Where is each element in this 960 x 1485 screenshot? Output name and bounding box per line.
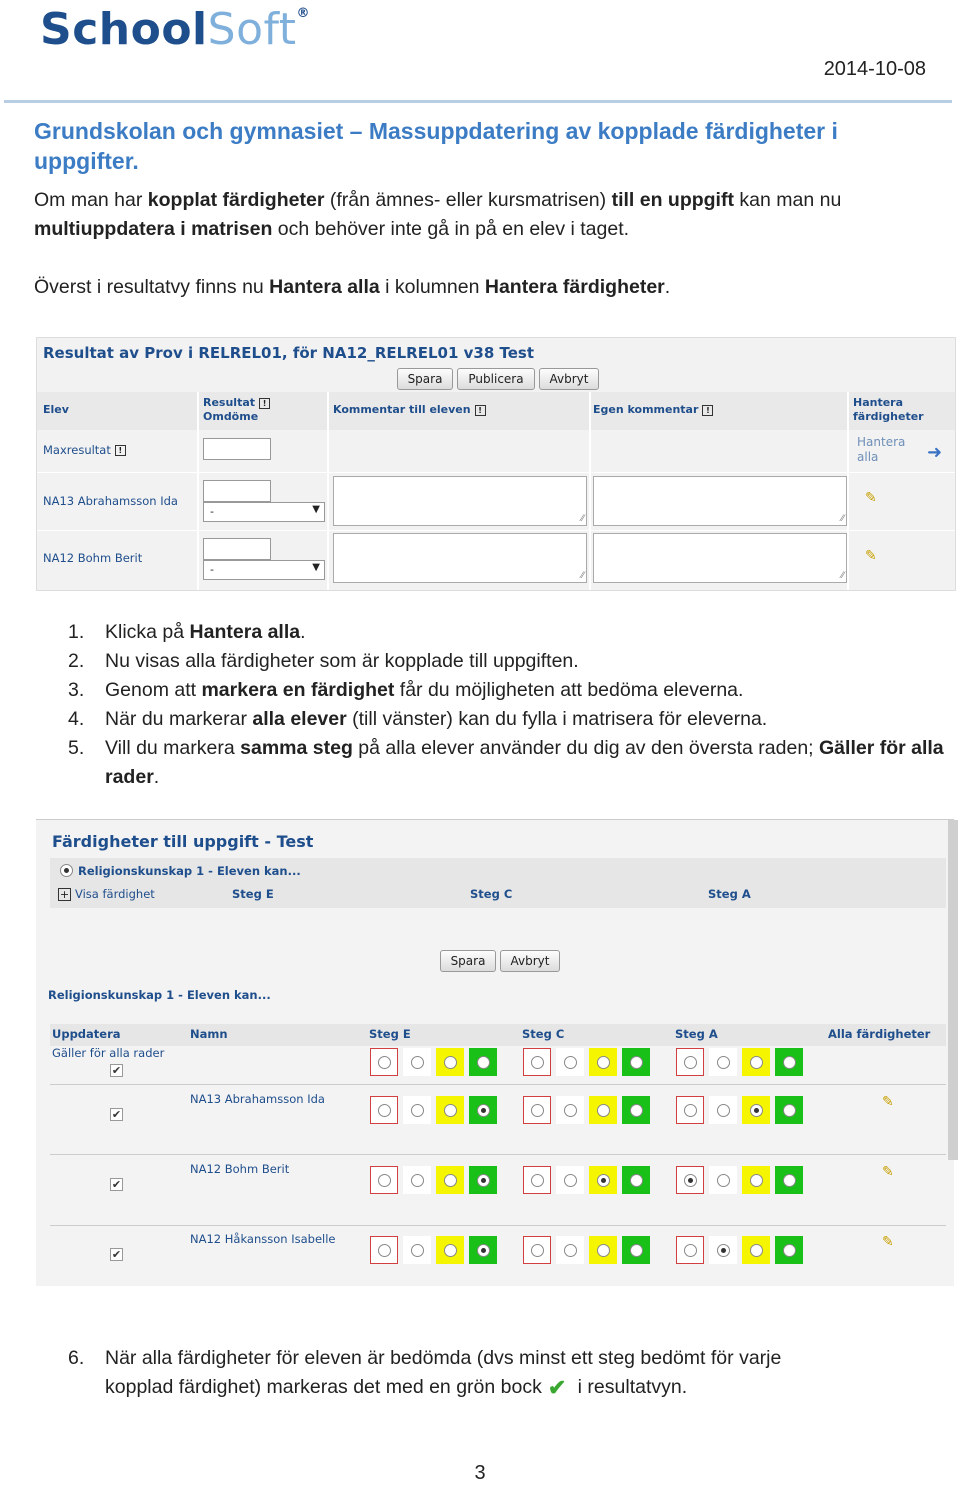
maxresultat-input[interactable] — [203, 438, 271, 460]
document-date: 2014-10-08 — [823, 58, 926, 80]
step-radio[interactable] — [531, 1056, 544, 1069]
step-radio[interactable] — [378, 1104, 391, 1117]
visa-fardighet-link[interactable]: + Visa färdighet — [59, 887, 155, 901]
step-radio[interactable] — [717, 1174, 730, 1187]
step-cell[interactable] — [589, 1166, 617, 1194]
step-cell[interactable] — [709, 1236, 737, 1264]
step-radio[interactable] — [717, 1244, 730, 1257]
step-radio[interactable] — [597, 1104, 610, 1117]
list-item: 1. Klicka på Hantera alla. — [68, 621, 306, 643]
col-hantera: Hantera färdigheter — [853, 396, 924, 423]
step-cell[interactable] — [775, 1048, 803, 1076]
step-radio[interactable] — [564, 1174, 577, 1187]
step-cell[interactable] — [775, 1236, 803, 1264]
step-radio[interactable] — [783, 1174, 796, 1187]
student-name: NA13 Abrahamsson Ida — [43, 494, 178, 508]
pencil-icon[interactable]: ✎ — [882, 1164, 894, 1180]
pencil-icon[interactable]: ✎ — [865, 490, 877, 506]
step-radio[interactable] — [444, 1174, 457, 1187]
skill-name: Religionskunskap 1 - Eleven kan... — [78, 864, 301, 878]
step-cell[interactable] — [676, 1166, 704, 1194]
step-cell[interactable] — [436, 1236, 464, 1264]
step-radio[interactable] — [411, 1174, 424, 1187]
list-item: 5. Vill du markera samma steg på alla elever använder du dig av den översta raden; Gäller för alla rader. — [68, 737, 944, 788]
step-cell[interactable] — [469, 1236, 497, 1264]
steps-list — [68, 618, 948, 792]
green-check-icon: ✔ — [547, 1375, 567, 1400]
step-radio[interactable] — [630, 1104, 643, 1117]
step-radio[interactable] — [378, 1174, 391, 1187]
step-radio[interactable] — [411, 1056, 424, 1069]
arrow-right-icon[interactable]: ➜ — [927, 442, 943, 463]
student-name: NA12 Bohm Berit — [190, 1162, 290, 1176]
step-radio[interactable] — [378, 1056, 391, 1069]
steg-e-label: Steg E — [232, 887, 274, 901]
list-item: 2. Nu visas alla färdigheter som är kopplade till uppgiften. — [68, 650, 579, 672]
step-cell[interactable] — [523, 1096, 551, 1124]
cancel-button[interactable]: Avbryt — [500, 950, 560, 972]
cancel-button[interactable]: Avbryt — [539, 368, 599, 390]
step-radio[interactable] — [564, 1244, 577, 1257]
step-radio[interactable] — [684, 1174, 697, 1187]
update-checkbox[interactable]: ✔ — [111, 1248, 122, 1261]
step-radio[interactable] — [717, 1104, 730, 1117]
result-caption: Resultat av Prov i RELREL01, för NA12_RELREL01 v38 Test — [43, 344, 535, 362]
step-radio[interactable] — [597, 1056, 610, 1069]
pencil-icon[interactable]: ✎ — [865, 548, 877, 564]
col-kommentar: Kommentar till eleven ! — [333, 403, 486, 417]
save-button[interactable]: Spara — [440, 950, 496, 972]
step-cell[interactable] — [622, 1048, 650, 1076]
step-radio[interactable] — [444, 1056, 457, 1069]
update-checkbox[interactable]: ✔ — [111, 1108, 122, 1121]
step-cell[interactable] — [742, 1096, 770, 1124]
step-cell[interactable] — [436, 1096, 464, 1124]
skills-caption: Färdigheter till uppgift - Test — [52, 832, 314, 851]
info-icon: ! — [702, 405, 713, 416]
step-cell[interactable] — [403, 1096, 431, 1124]
steg-a-label: Steg A — [708, 887, 751, 901]
step-radio[interactable] — [750, 1174, 763, 1187]
step-radio[interactable] — [750, 1104, 763, 1117]
step-cell[interactable] — [556, 1166, 584, 1194]
step-radio[interactable] — [630, 1244, 643, 1257]
info-icon: ! — [475, 405, 486, 416]
step-radio[interactable] — [477, 1056, 490, 1069]
step-radio[interactable] — [444, 1244, 457, 1257]
step-radio[interactable] — [477, 1244, 490, 1257]
step-cell[interactable] — [589, 1236, 617, 1264]
step-radio[interactable] — [378, 1244, 391, 1257]
list-item: 6. När alla färdigheter för eleven är bedömda (dvs minst ett steg bedömt för varje kopplad färdighet) markeras det med en grön bock ✔ i resultatvyn. — [68, 1347, 782, 1400]
col-elev: Elev — [43, 403, 69, 416]
col-namn: Namn — [190, 1027, 228, 1041]
steg-c-label: Steg C — [470, 887, 513, 901]
schoolsoft-logo: SchoolSoft® — [40, 4, 310, 55]
col-alla-fardigheter: Alla färdigheter — [828, 1027, 931, 1041]
skills-matrix-screenshot — [36, 819, 954, 1286]
step-radio[interactable] — [783, 1244, 796, 1257]
comment-textarea[interactable]: ⁄⁄ — [333, 476, 587, 526]
step-cell[interactable] — [469, 1096, 497, 1124]
col-steg-c: Steg C — [522, 1027, 565, 1041]
step-cell[interactable] — [556, 1236, 584, 1264]
result-input[interactable] — [203, 480, 271, 502]
step-cell[interactable] — [523, 1048, 551, 1076]
step-radio[interactable] — [783, 1104, 796, 1117]
step-cell[interactable] — [775, 1166, 803, 1194]
step-cell[interactable] — [676, 1048, 704, 1076]
step-cell[interactable] — [742, 1048, 770, 1076]
student-name: NA13 Abrahamsson Ida — [190, 1092, 325, 1106]
chevron-down-icon: ▼ — [312, 562, 320, 573]
list-item: 4. När du markerar alla elever (till vänster) kan du fylla i matrisera för eleverna. — [68, 708, 768, 730]
chevron-down-icon: ▼ — [312, 504, 320, 515]
step-radio[interactable] — [411, 1244, 424, 1257]
result-view-screenshot — [36, 337, 956, 591]
step-radio[interactable] — [477, 1104, 490, 1117]
step-radio[interactable] — [750, 1244, 763, 1257]
step-cell[interactable] — [436, 1166, 464, 1194]
own-comment-textarea[interactable]: ⁄⁄ — [593, 476, 847, 526]
col-uppdatera: Uppdatera — [52, 1027, 121, 1041]
col-steg-a: Steg A — [675, 1027, 718, 1041]
step-cell[interactable] — [436, 1048, 464, 1076]
pencil-icon[interactable]: ✎ — [882, 1234, 894, 1250]
step-radio[interactable] — [531, 1104, 544, 1117]
comment-textarea[interactable]: ⁄⁄ — [333, 533, 587, 583]
matrix-header — [50, 1024, 946, 1046]
save-button[interactable]: Spara — [397, 368, 453, 390]
section-title: Religionskunskap 1 - Eleven kan... — [48, 988, 271, 1002]
info-icon: ! — [115, 445, 126, 456]
table-header — [37, 392, 955, 430]
update-checkbox[interactable]: ✔ — [111, 1064, 122, 1077]
list-item: 3. Genom att markera en färdighet får du möjligheten att bedöma eleverna. — [68, 679, 744, 701]
own-comment-textarea[interactable]: ⁄⁄ — [593, 533, 847, 583]
col-resultat: Resultat ! Omdöme — [203, 396, 270, 424]
galler-label: Gäller för alla rader — [52, 1046, 165, 1060]
maxresultat-label: Maxresultat ! — [43, 443, 126, 457]
plus-icon[interactable]: + — [59, 888, 70, 901]
step-radio[interactable] — [684, 1244, 697, 1257]
step-radio[interactable] — [477, 1174, 490, 1187]
step-cell[interactable] — [370, 1048, 398, 1076]
step-cell[interactable] — [709, 1166, 737, 1194]
step-cell[interactable] — [403, 1166, 431, 1194]
step-cell[interactable] — [622, 1236, 650, 1264]
student-name: NA12 Håkansson Isabelle — [190, 1232, 336, 1246]
header-divider — [4, 100, 952, 103]
step-radio[interactable] — [597, 1174, 610, 1187]
step-radio[interactable] — [411, 1104, 424, 1117]
step-cell[interactable] — [556, 1048, 584, 1076]
publish-button[interactable]: Publicera — [457, 368, 535, 390]
step-cell[interactable] — [622, 1096, 650, 1124]
hantera-alla-link[interactable]: Hantera alla — [857, 435, 906, 464]
update-checkbox[interactable]: ✔ — [111, 1178, 122, 1191]
step-cell[interactable] — [469, 1048, 497, 1076]
step-cell[interactable] — [622, 1166, 650, 1194]
grade-select[interactable]: - ▼ — [203, 560, 325, 580]
result-input[interactable] — [203, 538, 271, 560]
step-cell[interactable] — [469, 1166, 497, 1194]
step-cell[interactable] — [370, 1236, 398, 1264]
step-cell[interactable] — [403, 1236, 431, 1264]
intro-paragraph: Om man har kopplat färdigheter (från ämnes- eller kursmatrisen) till en uppgift kan man nu multiuppdatera i matrisen och behöver inte gå in på en elev i taget. — [34, 189, 842, 240]
step-radio[interactable] — [564, 1056, 577, 1069]
step-radio[interactable] — [783, 1056, 796, 1069]
step-cell[interactable] — [403, 1048, 431, 1076]
step-cell[interactable] — [709, 1048, 737, 1076]
step-cell[interactable] — [742, 1166, 770, 1194]
step-cell[interactable] — [589, 1048, 617, 1076]
step-radio[interactable] — [684, 1056, 697, 1069]
step-cell[interactable] — [589, 1096, 617, 1124]
step-cell[interactable] — [370, 1096, 398, 1124]
step-radio[interactable] — [597, 1244, 610, 1257]
student-name: NA12 Bohm Berit — [43, 551, 143, 565]
step-cell[interactable] — [523, 1236, 551, 1264]
grade-select[interactable]: - ▼ — [203, 502, 325, 522]
step-cell[interactable] — [775, 1096, 803, 1124]
col-steg-e: Steg E — [369, 1027, 411, 1041]
step-cell[interactable] — [370, 1166, 398, 1194]
step-cell[interactable] — [709, 1096, 737, 1124]
page-number: 3 — [474, 1462, 486, 1484]
step-radio[interactable] — [564, 1104, 577, 1117]
pencil-icon[interactable]: ✎ — [882, 1094, 894, 1110]
step-radio[interactable] — [531, 1174, 544, 1187]
step-cell[interactable] — [523, 1166, 551, 1194]
step-cell[interactable] — [556, 1096, 584, 1124]
step-cell[interactable] — [676, 1236, 704, 1264]
step-radio[interactable] — [750, 1056, 763, 1069]
instruction-paragraph: Överst i resultatvy finns nu Hantera alla i kolumnen Hantera färdigheter. — [34, 276, 671, 298]
step-radio[interactable] — [531, 1244, 544, 1257]
step-radio[interactable] — [444, 1104, 457, 1117]
step-cell[interactable] — [676, 1096, 704, 1124]
step-cell[interactable] — [742, 1236, 770, 1264]
step-six — [68, 1344, 948, 1402]
info-icon: ! — [259, 398, 270, 409]
scrollbar[interactable] — [948, 820, 958, 1160]
step-radio[interactable] — [630, 1174, 643, 1187]
page-title: Grundskolan och gymnasiet – Massuppdatering av kopplade färdigheter i uppgifter. — [34, 118, 838, 174]
step-radio[interactable] — [684, 1104, 697, 1117]
col-egen-kommentar: Egen kommentar ! — [593, 403, 713, 417]
step-radio[interactable] — [717, 1056, 730, 1069]
step-radio[interactable] — [630, 1056, 643, 1069]
skill-radio[interactable] — [60, 864, 73, 877]
